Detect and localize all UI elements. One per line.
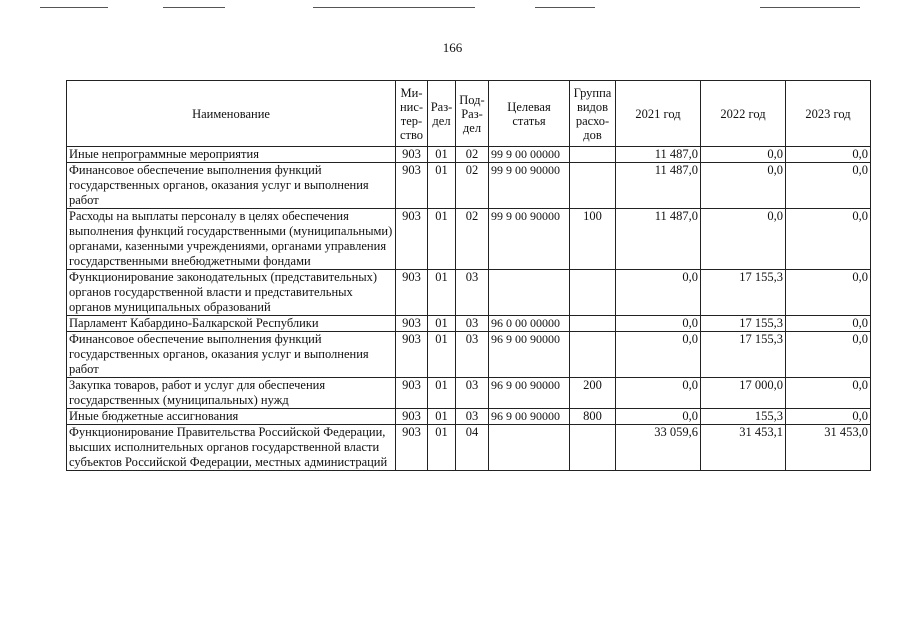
row-name: Расходы на выплаты персоналу в целях обеспечения выполнения функций государственными (муниципальными) органами, казенными учреждениями, органами управления государственными внебюджетными фондами: [67, 209, 396, 270]
row-subsection: 03: [456, 409, 489, 425]
row-subsection: 03: [456, 270, 489, 316]
row-2021: 11 487,0: [616, 209, 701, 270]
row-section: 01: [428, 209, 456, 270]
row-2021: 33 059,6: [616, 425, 701, 471]
row-target: 96 9 00 90000: [489, 332, 570, 378]
row-2023: 0,0: [786, 378, 871, 409]
table-row: [67, 316, 871, 332]
row-2023: 0,0: [786, 209, 871, 270]
row-subsection: 02: [456, 147, 489, 163]
row-section: 01: [428, 316, 456, 332]
row-group: 100: [570, 209, 616, 270]
row-section: 01: [428, 270, 456, 316]
header-2022-text: 2022 год: [720, 106, 766, 121]
row-2022: 17 155,3: [701, 270, 786, 316]
row-group: [570, 316, 616, 332]
table-row: [67, 425, 871, 471]
row-2021: 0,0: [616, 332, 701, 378]
header-subsection-text: Под- Раз- дел: [459, 92, 485, 135]
row-group: [570, 147, 616, 163]
row-name: Финансовое обеспечение выполнения функций государственных органов, оказания услуг и выполнения работ: [67, 332, 396, 378]
row-2022: 17 155,3: [701, 316, 786, 332]
header-section-text: Раз- дел: [430, 99, 453, 128]
row-2022: 31 453,1: [701, 425, 786, 471]
header-name: [67, 81, 396, 147]
scan-artifact-line: [163, 7, 225, 8]
table-row: [67, 270, 871, 316]
row-ministry: 903: [396, 209, 428, 270]
table-row: [67, 332, 871, 378]
header-group: [570, 81, 616, 147]
table-row: [67, 163, 871, 209]
row-2021: 11 487,0: [616, 163, 701, 209]
header-2021: [616, 81, 701, 147]
header-2023-text: 2023 год: [805, 106, 851, 121]
row-subsection: 03: [456, 332, 489, 378]
scan-artifact-line: [40, 7, 108, 8]
row-2023: 0,0: [786, 147, 871, 163]
header-target-text: Целевая статья: [507, 99, 551, 128]
header-ministry-text: Ми- нис- тер- ство: [399, 85, 424, 142]
row-ministry: 903: [396, 163, 428, 209]
row-target: 99 9 00 00000: [489, 147, 570, 163]
row-group: 200: [570, 378, 616, 409]
row-name: Иные непрограммные мероприятия: [67, 147, 396, 163]
table-row: [67, 147, 871, 163]
table-row: [67, 378, 871, 409]
row-subsection: 02: [456, 209, 489, 270]
row-name: Иные бюджетные ассигнования: [67, 409, 396, 425]
row-section: 01: [428, 378, 456, 409]
row-subsection: 02: [456, 163, 489, 209]
row-subsection: 04: [456, 425, 489, 471]
table-header-row: [67, 81, 871, 147]
row-group: [570, 425, 616, 471]
row-subsection: 03: [456, 378, 489, 409]
row-name: Функционирование Правительства Российской Федерации, высших исполнительных органов государственной власти субъектов Российской Федерации, местных администраций: [67, 425, 396, 471]
row-group: [570, 332, 616, 378]
row-ministry: 903: [396, 332, 428, 378]
header-2023: [786, 81, 871, 147]
header-name-text: Наименование: [192, 106, 270, 121]
row-2023: 31 453,0: [786, 425, 871, 471]
row-name: Парламент Кабардино-Балкарской Республики: [67, 316, 396, 332]
header-ministry: [396, 81, 428, 147]
row-2023: 0,0: [786, 409, 871, 425]
row-target: 96 0 00 00000: [489, 316, 570, 332]
row-ministry: 903: [396, 378, 428, 409]
header-section: [428, 81, 456, 147]
row-ministry: 903: [396, 409, 428, 425]
row-target: 96 9 00 90000: [489, 409, 570, 425]
row-2023: 0,0: [786, 316, 871, 332]
scan-artifact-line: [313, 7, 475, 8]
row-subsection: 03: [456, 316, 489, 332]
row-2021: 0,0: [616, 270, 701, 316]
row-section: 01: [428, 332, 456, 378]
row-2023: 0,0: [786, 270, 871, 316]
row-section: 01: [428, 425, 456, 471]
row-ministry: 903: [396, 425, 428, 471]
page-number: 166: [442, 40, 463, 55]
scan-artifact-line: [535, 7, 595, 8]
table-row: [67, 209, 871, 270]
row-target: 99 9 00 90000: [489, 209, 570, 270]
row-name: Закупка товаров, работ и услуг для обеспечения государственных (муниципальных) нужд: [67, 378, 396, 409]
row-name: Функционирование законодательных (представительных) органов государственной власти и представительных органов муниципальных образований: [67, 270, 396, 316]
budget-table: [66, 80, 871, 471]
row-2023: 0,0: [786, 332, 871, 378]
row-group: 800: [570, 409, 616, 425]
row-section: 01: [428, 147, 456, 163]
table-row: [67, 409, 871, 425]
header-target: [489, 81, 570, 147]
row-2022: 0,0: [701, 147, 786, 163]
row-2023: 0,0: [786, 163, 871, 209]
row-target: 99 9 00 90000: [489, 163, 570, 209]
row-2021: 0,0: [616, 378, 701, 409]
row-2022: 0,0: [701, 209, 786, 270]
scan-artifact-line: [760, 7, 860, 8]
row-group: [570, 163, 616, 209]
row-ministry: 903: [396, 147, 428, 163]
row-2022: 17 000,0: [701, 378, 786, 409]
row-ministry: 903: [396, 316, 428, 332]
row-ministry: 903: [396, 270, 428, 316]
row-target: [489, 270, 570, 316]
row-2021: 0,0: [616, 409, 701, 425]
row-2021: 0,0: [616, 316, 701, 332]
row-2022: 155,3: [701, 409, 786, 425]
row-2022: 0,0: [701, 163, 786, 209]
row-2022: 17 155,3: [701, 332, 786, 378]
row-name: Финансовое обеспечение выполнения функций государственных органов, оказания услуг и выполнения работ: [67, 163, 396, 209]
header-group-text: Группа видов расхо- дов: [573, 85, 612, 142]
row-2021: 11 487,0: [616, 147, 701, 163]
row-target: [489, 425, 570, 471]
row-section: 01: [428, 163, 456, 209]
row-group: [570, 270, 616, 316]
row-target: 96 9 00 90000: [489, 378, 570, 409]
header-2021-text: 2021 год: [635, 106, 681, 121]
row-section: 01: [428, 409, 456, 425]
header-2022: [701, 81, 786, 147]
header-subsection: [456, 81, 489, 147]
